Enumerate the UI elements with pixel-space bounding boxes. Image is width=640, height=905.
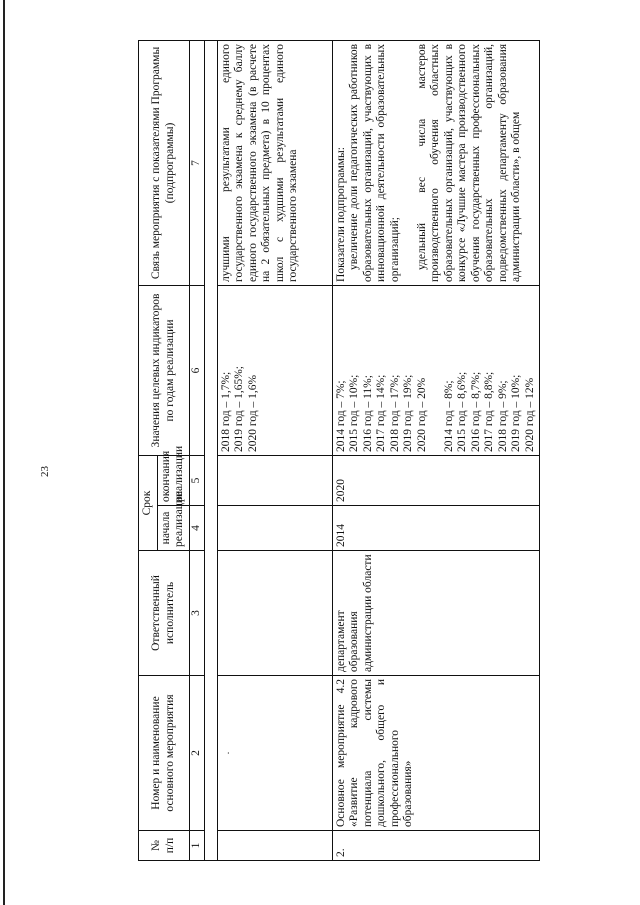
target-value: 2016 год – 11%; <box>361 375 374 452</box>
header-end: окончания реализации <box>157 455 189 505</box>
table-row <box>332 40 540 860</box>
target-value: 2018 год – 17%; <box>388 374 401 452</box>
header-executor: Ответственный исполнитель <box>139 551 190 676</box>
target-values-cell <box>217 285 332 455</box>
target-value: 2018 год – 9%; <box>496 380 509 452</box>
target-value: 2020 год – 1,6% <box>246 374 259 452</box>
header-number: № п/п <box>139 831 190 861</box>
target-value: 2014 год – 7%; <box>334 380 347 452</box>
scan-edge-line <box>3 0 5 905</box>
link-indicators-cell: лучшими результатами единого государственного экзамена к среднему баллу единого государственного экзамена (в расчете на 2 обязательных предмета) в 10 процентах школ с худшими результатами единого государственного экзамена <box>217 40 332 285</box>
indicator-text: увеличение доли педагогических работников образовательных организаций, участвующих в инновационной деятельности образовательных организаций; <box>348 43 401 282</box>
target-value: 2019 год – 19%; <box>402 374 414 452</box>
header-start: начала реализации <box>157 506 189 551</box>
row-number: 2. <box>332 831 540 861</box>
indicator-text: удельный вес числа мастеров производственного обучения областных образовательных организаций, участвующих в конкурсе «Лучшие мастера производственного обучения государственных профессиональных образовательных организаций, подведомственных департаменту образования администрации области», в общем <box>415 43 522 282</box>
measure-name-cell: Основное мероприятие 4.2 «Развитие кадрового потенциала системы дошкольного, общего и профессионального образования» <box>332 676 540 831</box>
target-value: 2014 год – 8%; <box>442 380 455 452</box>
measures-table <box>138 40 540 861</box>
header-link-indicators: Связь мероприятия с показателями Программы (подпрограммы) <box>139 40 190 285</box>
target-value: 2016 год – 8,7%; <box>469 371 482 452</box>
table-gap-row <box>204 40 217 860</box>
target-value: 2015 год – 10%; <box>348 374 360 452</box>
target-value: 2019 год – 1,65%; <box>233 366 245 452</box>
rotated-table-sheet <box>138 41 598 861</box>
header-term: Срок <box>139 455 158 550</box>
end-year-cell: 2020 <box>332 455 540 505</box>
col-number: 6 <box>189 285 204 455</box>
target-values-cell <box>332 285 540 455</box>
header-measure-name: Номер и наименование основного мероприятия <box>139 676 190 831</box>
col-number: 7 <box>189 40 204 285</box>
column-numbers-row <box>189 40 204 860</box>
executor-cell: департамент образования администрации области <box>332 551 540 676</box>
target-value: 2017 год – 14%; <box>375 374 387 452</box>
table-row <box>217 40 332 860</box>
target-value: 2017 год – 8,8%; <box>483 371 495 452</box>
col-number: 1 <box>189 831 204 861</box>
link-indicators-cell <box>332 40 540 285</box>
header-target-values: Значения целевых индикаторов по годам реализации <box>139 285 190 455</box>
subprogram-indicators-title: Показатели подпрограммы: <box>334 147 347 282</box>
col-number: 3 <box>189 551 204 676</box>
header-row <box>139 40 158 860</box>
col-number: 4 <box>189 506 204 551</box>
target-value: 2020 год – 20% <box>415 377 428 452</box>
target-value: 2020 год – 12% <box>523 377 536 452</box>
target-value: 2019 год – 10%; <box>510 374 522 452</box>
col-number: 2 <box>189 676 204 831</box>
page-number: 23 <box>39 466 51 477</box>
start-year-cell: 2014 <box>332 506 540 551</box>
target-value: 2018 год – 1,7%; <box>219 371 232 452</box>
stray-mark: . <box>220 751 232 755</box>
target-value: 2015 год – 8,6%; <box>456 371 468 452</box>
col-number: 5 <box>189 455 204 505</box>
